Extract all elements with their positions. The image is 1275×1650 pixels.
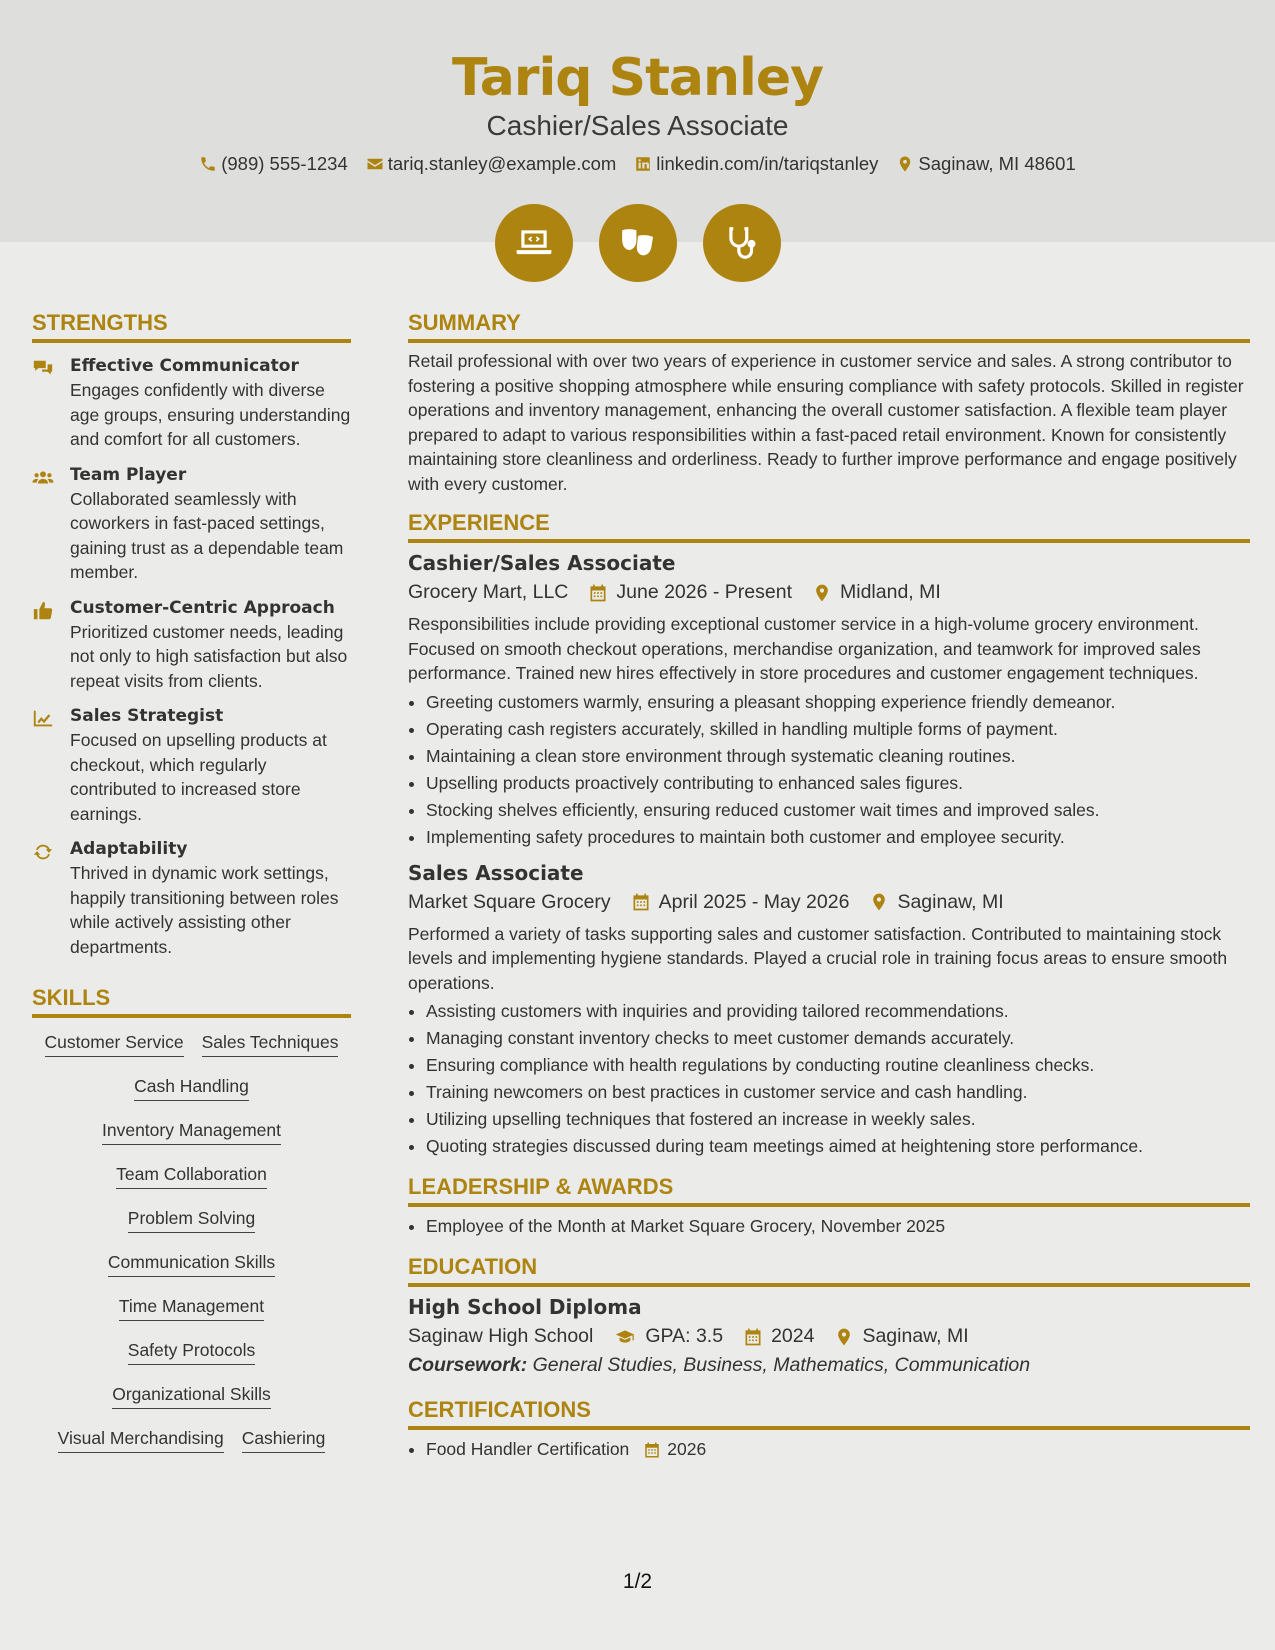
skill-tag: Time Management — [119, 1294, 264, 1321]
theater-masks-icon — [619, 224, 657, 262]
strength-desc: Collaborated seamlessly with coworkers in fast-paced settings, gaining trust as a dependable team member. — [70, 488, 344, 582]
strength-item — [32, 356, 351, 452]
skill-tag: Team Collaboration — [116, 1162, 267, 1189]
linkedin-icon — [634, 155, 652, 173]
list-item: • Managing constant inventory checks to meet customer demands accurately. — [426, 1025, 1250, 1052]
summary-heading: SUMMARY — [408, 310, 1250, 343]
email-text: tariq.stanley@example.com — [387, 153, 617, 174]
list-item: • Implementing safety procedures to maintain both customer and employee security. — [426, 824, 1250, 851]
contact-phone[interactable] — [199, 153, 348, 175]
left-column — [32, 310, 351, 1453]
list-item: • Operating cash registers accurately, skilled in handling multiple forms of payment. — [426, 716, 1250, 743]
sync-icon — [32, 841, 54, 863]
thumbs-up-icon — [32, 600, 54, 622]
strength-title: Customer-Centric Approach — [70, 597, 335, 618]
strength-title: Sales Strategist — [70, 706, 224, 726]
theater-masks-circle — [599, 204, 677, 282]
list-item: • Ensuring compliance with health regulations by conducting routine cleanliness checks. — [426, 1052, 1250, 1079]
skills-heading: SKILLS — [32, 985, 351, 1018]
job-bullets — [408, 998, 1250, 1160]
users-icon — [32, 467, 54, 489]
contact-location — [896, 153, 1075, 175]
strength-desc: Prioritized customer needs, leading not only to high satisfaction but also repeat visits from clients. — [70, 621, 348, 691]
job-company: Grocery Mart, LLC — [408, 581, 569, 603]
phone-icon — [199, 155, 217, 173]
candidate-name: Tariq Stanley — [451, 48, 824, 108]
list-item — [426, 1436, 1250, 1463]
graduation-cap-icon — [613, 1327, 637, 1347]
job-title: Sales Associate — [408, 860, 584, 885]
job-description: Responsibilities include providing exceptional customer service in a high-volume grocery environment. Focused on smooth checkout operations, merchandise organization, and teamwork for improved sales performance. Trained new hires effectively in store procedures and customer engagement techniques. — [408, 614, 1201, 683]
strength-desc: Focused on upselling products at checkout, which regularly contributed to increased store earnings. — [70, 730, 327, 824]
job-entry — [408, 861, 1250, 1161]
laptop-code-icon — [515, 224, 553, 262]
education-degree: High School Diploma — [408, 1295, 642, 1319]
calendar-icon — [631, 892, 651, 912]
chart-line-icon — [32, 708, 54, 730]
skill-tag: Cashiering — [242, 1426, 326, 1453]
comments-icon — [32, 358, 54, 380]
contact-bar — [0, 153, 1275, 175]
education-heading: EDUCATION — [408, 1254, 1250, 1287]
stethoscope-icon — [723, 224, 761, 262]
certifications-heading: CERTIFICATIONS — [408, 1397, 1250, 1430]
calendar-icon — [588, 583, 608, 603]
list-item: • Utilizing upselling techniques that fostered an increase in weekly sales. — [426, 1106, 1250, 1133]
list-item: • Quoting strategies discussed during team meetings aimed at heightening store performance. — [426, 1133, 1250, 1160]
coursework-label: Coursework: — [408, 1354, 528, 1376]
skill-tag: Communication Skills — [108, 1250, 275, 1277]
list-item: • Employee of the Month at Market Square Grocery, November 2025 — [426, 1213, 1250, 1240]
skill-tag: Organizational Skills — [112, 1382, 271, 1409]
list-item: • Training newcomers on best practices in customer service and cash handling. — [426, 1079, 1250, 1106]
cert-year: 2026 — [667, 1439, 707, 1459]
list-item: • Upselling products proactively contributing to enhanced sales figures. — [426, 770, 1250, 797]
list-item: • Greeting customers warmly, ensuring a pleasant shopping experience friendly demeanor. — [426, 689, 1250, 716]
strength-desc: Engages confidently with diverse age groups, ensuring understanding and comfort for all customers. — [70, 380, 351, 449]
job-entry — [408, 551, 1250, 851]
skill-tag: Customer Service — [45, 1030, 184, 1057]
map-marker-icon — [812, 583, 832, 603]
skill-tag: Safety Protocols — [128, 1338, 255, 1365]
job-description: Performed a variety of tasks supporting sales and customer satisfaction. Contributed to maintaining stock levels and implementing hygiene standards. Played a crucial role in training focus areas to ensure smooth operations. — [408, 923, 1228, 993]
job-bullets — [408, 689, 1250, 851]
awards-list — [408, 1213, 1250, 1240]
strength-title: Team Player — [70, 464, 187, 485]
strength-item — [32, 598, 351, 694]
summary-text: Retail professional with over two years of experience in customer service and sales. A strong contributor to fostering a positive shopping atmosphere while ensuring compliance with safety protocols. Skilled in register operations and inventory management, enhancing the overall customer satisfaction. A flexible team player prepared to adapt to various responsibilities within a fast-paced retail environment. Known for consistently maintaining store cleanliness and orderliness. Ready to further improve performance and engage positively with every customer. — [408, 351, 1244, 494]
skill-tag: Sales Techniques — [202, 1030, 339, 1057]
education-location: Saginaw, MI — [862, 1325, 969, 1347]
job-meta — [408, 891, 1250, 914]
map-marker-icon — [896, 155, 914, 173]
job-meta — [408, 581, 1250, 604]
calendar-icon — [743, 1327, 763, 1347]
list-item: • Maintaining a clean store environment through systematic cleaning routines. — [426, 743, 1250, 770]
job-company: Market Square Grocery — [408, 890, 611, 913]
map-marker-icon — [869, 892, 889, 912]
cert-name: • Food Handler Certification — [426, 1439, 630, 1459]
skill-tag: Problem Solving — [128, 1206, 255, 1233]
list-item: • Assisting customers with inquiries and providing tailored recommendations. — [426, 998, 1250, 1025]
strength-item — [32, 839, 351, 959]
job-title: Cashier/Sales Associate — [408, 551, 676, 575]
experience-heading: EXPERIENCE — [408, 510, 1250, 543]
education-coursework — [408, 1354, 1250, 1377]
list-item: • Stocking shelves efficiently, ensuring reduced customer wait times and improved sales. — [426, 797, 1250, 824]
strength-item — [32, 465, 351, 585]
map-marker-icon — [834, 1327, 854, 1347]
education-year: 2024 — [771, 1325, 815, 1347]
stethoscope-circle — [703, 204, 781, 282]
education-meta — [408, 1325, 1250, 1348]
candidate-role: Cashier/Sales Associate — [486, 110, 789, 141]
skill-tag: Visual Merchandising — [58, 1426, 224, 1453]
contact-linkedin[interactable] — [634, 153, 878, 175]
location-text: Saginaw, MI 48601 — [918, 153, 1076, 174]
phone-text: (989) 555-1234 — [221, 153, 348, 174]
calendar-icon — [643, 1441, 661, 1459]
job-location: Saginaw, MI — [897, 890, 1004, 913]
job-dates: June 2026 - Present — [616, 581, 792, 603]
contact-email[interactable] — [366, 153, 617, 175]
skills-list — [32, 1030, 351, 1453]
strength-desc: Thrived in dynamic work settings, happily transitioning between roles while actively assisting other departments. — [70, 863, 339, 957]
job-dates: April 2025 - May 2026 — [658, 890, 850, 913]
skill-tag: Inventory Management — [102, 1118, 281, 1145]
right-column — [408, 310, 1250, 1463]
linkedin-text: linkedin.com/in/tariqstanley — [656, 153, 879, 174]
skill-tag: Cash Handling — [134, 1074, 249, 1101]
education-gpa: GPA: 3.5 — [645, 1325, 724, 1347]
strength-item — [32, 706, 351, 826]
coursework-text: General Studies, Business, Mathematics, Communication — [532, 1354, 1031, 1376]
strength-title: Adaptability — [70, 839, 188, 859]
hobby-icons — [0, 204, 1275, 282]
strengths-heading: STRENGTHS — [32, 310, 351, 343]
awards-heading: LEADERSHIP & AWARDS — [408, 1174, 1250, 1207]
envelope-icon — [366, 155, 384, 173]
page-number: 1/2 — [622, 1570, 653, 1593]
job-location: Midland, MI — [840, 581, 941, 603]
education-school: Saginaw High School — [408, 1325, 594, 1347]
laptop-code-circle — [495, 204, 573, 282]
strength-title: Effective Communicator — [70, 356, 299, 376]
certifications-list — [408, 1436, 1250, 1463]
